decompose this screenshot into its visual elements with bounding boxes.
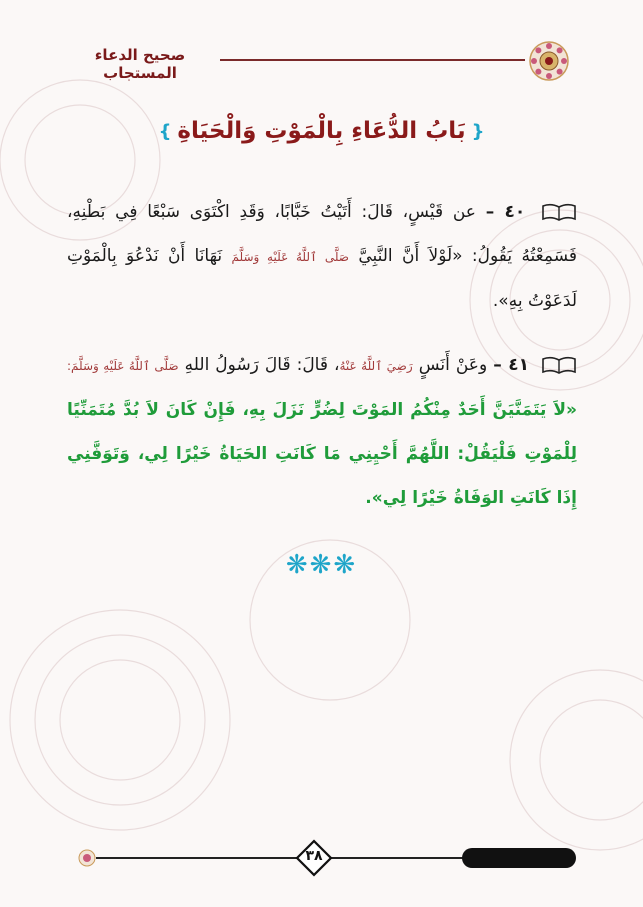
page-footer (0, 836, 643, 880)
salawat-blessing: صَلَّى ٱللَّهُ عَلَيْهِ وَسَلَّمَ (231, 250, 349, 264)
ornamental-bracket-close-icon: } (158, 120, 172, 142)
prophetic-saying: «لاَ يَتَمَنَّيَنَّ أَحَدٌ مِنْكُمُ المَوْتَ لِضُرٍّ نَزَلَ بِهِ، فَإِنْ كَانَ لاَ بُدَّ مُتَمَنِّيًا لِلْمَوْتِ فَلْيَقُلْ: اللَّهُمَّ أَحْيِنِي مَا كَانَتِ الحَيَاةُ خَيْرًا لِي، وَتَوَفَّنِي إِذَا كَانَتِ الوَفَاةُ خَيْرًا لِي». (67, 400, 577, 508)
hadith-number: ٤٠ – (485, 202, 526, 222)
book-title: صحيح الدعاء المستجاب (94, 46, 186, 82)
radi-allahu-anhu: رَضِيَ ٱللَّهُ عَنْهُ (339, 359, 413, 373)
small-medallion-icon (78, 849, 96, 867)
footer-bar (462, 848, 576, 868)
hadith-text-line: عن قَيْسٍ، قَالَ: أَتَيْتُ خَبَّابًا، وَقَدِ اكْتَوَى سَبْعًا فِي بَطْنِهِ، (67, 202, 476, 222)
narrator-intro: وعَنْ أَنَسٍ (418, 355, 488, 375)
open-book-icon (541, 202, 577, 222)
hadith-40 (67, 190, 577, 323)
open-book-icon (541, 355, 577, 375)
hadith-text-line: لَدَعَوْتُ بِهِ». (492, 291, 577, 311)
running-header (0, 38, 643, 84)
medallion-icon (528, 40, 570, 82)
chapter-title: بَابُ الدُّعَاءِ بِالْمَوْتِ وَالْحَيَاةِ (177, 118, 466, 144)
page-number: ٣٨ (305, 848, 323, 864)
hadith-text-line: نَهَانَا أَنْ نَدْعُوَ بِالْمَوْتِ (67, 246, 223, 266)
hadith-41 (67, 343, 577, 520)
hadith-number: ٤١ – (493, 355, 529, 375)
ornamental-bracket-open-icon: { (471, 120, 485, 142)
salawat-blessing: صَلَّى ٱللَّهُ عَلَيْهِ وَسَلَّمَ: (67, 359, 179, 373)
narrator-intro: ، قَالَ: قَالَ رَسُولُ اللهِ (184, 355, 340, 375)
chapter-heading (0, 118, 643, 144)
header-rule (220, 59, 525, 61)
hadith-text-line: فَسَمِعْتُهُ يَقُولُ: «لَوْلاَ أَنَّ النَّبِيَّ (358, 246, 578, 266)
section-divider-stars: ❋❋❋ (285, 550, 358, 580)
